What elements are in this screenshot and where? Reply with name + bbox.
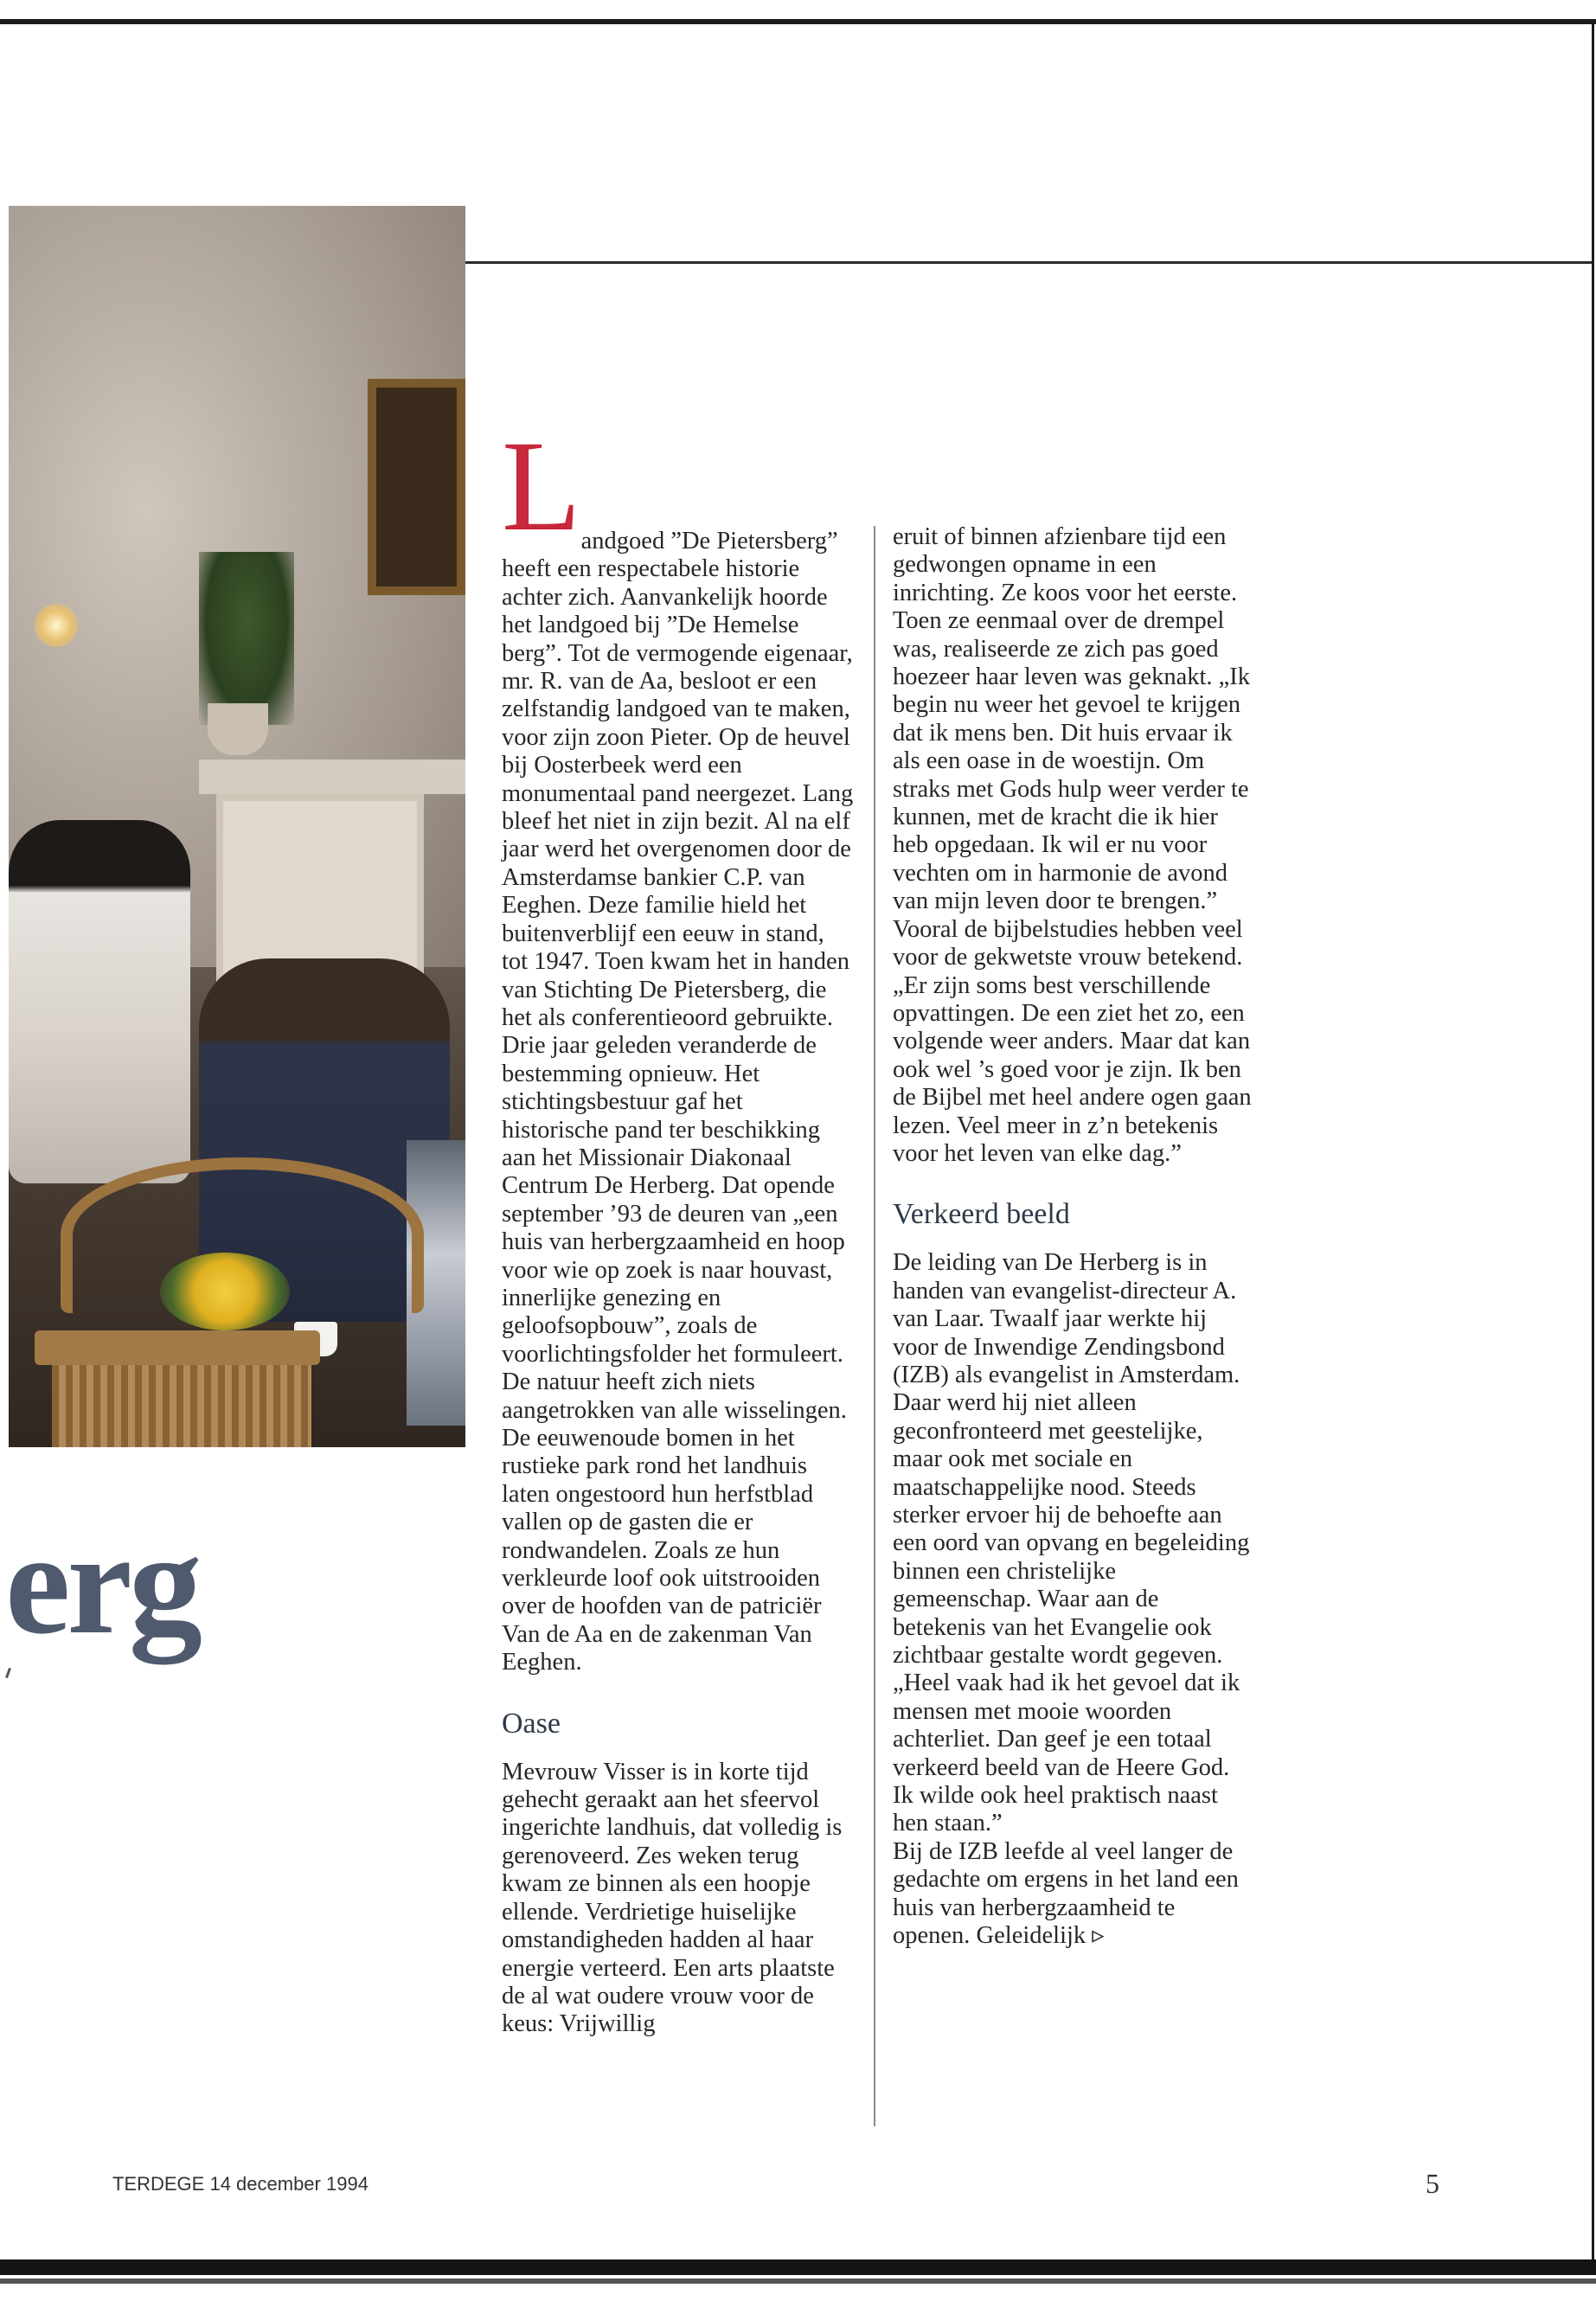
photo-pot <box>208 703 268 755</box>
subheading-oase: Oase <box>502 1707 561 1740</box>
photo-table-base <box>52 1365 311 1447</box>
footer-publication: TERDEGE 14 december 1994 <box>112 2173 369 2195</box>
subheading-verkeerd-beeld: Verkeerd beeld <box>893 1198 1070 1231</box>
article-column-1 <box>502 414 855 2039</box>
right-rule <box>1592 24 1594 2265</box>
paragraph: De leiding van De Herberg is in handen van evangelist-directeur A. van Laar. Twaalf jaar werkte hij voor de Inwendige Zendingsbond (IZB) als evangelist in Amsterdam. Daar werd hij niet alleen geconfronteerd met geestelijke, maar ook met sociale en maatschappelijke nood. Steeds sterker ervoer hij de behoefte aan een oord van opvang en begeleiding binnen een christelijke gemeenschap. Waar aan de betekenis van het Evangelie ook zichtbaar gestalte wordt gegeven. „Heel vaak had ik het gevoel dat ik mensen met mooie woorden achterliet. Dan geef je een totaal verkeerd beeld van de Heere God. Ik wilde ook heel praktisch naast hen staan.” <box>893 1249 1250 1837</box>
paragraph-text: andgoed ”De Pietersberg” heeft een respectabele historie achter zich. Aanvankelijk hoorde het landgoed bij ”De Hemelse berg”. Tot de vermogende eigenaar, mr. R. van de Aa, besloot er een zelfstandig landgoed van te maken, voor zijn zoon Pieter. Op de heuvel bij Oosterbeek werd een monumentaal pand neergezet. Lang bleef het niet in zijn bezit. Al na elf jaar werd het overgenomen door de Amsterdamse bankier C.P. van Eeghen. Deze familie hield het buitenverblijf een eeuw in stand, tot 1947. Toen kwam het in handen van Stichting De Pietersberg, die het als conferentieoord gebruikte. Drie jaar geleden veranderde de bestemming opnieuw. Het stichtingsbestuur gaf het historische pand ter beschikking aan het Missionair Diakonaal Centrum De Herberg. Dat opende september ’93 de deuren van „een huis van herbergzaamheid en hoop voor wie op zoek is naar houvast, innerlijke genezing en geloofsopbouw”, zoals de voorlichtingsfolder het formuleert. <box>502 528 854 1368</box>
headline-mark <box>5 1668 11 1678</box>
page-number: 5 <box>1426 2168 1439 2199</box>
photo-mantel <box>199 760 465 794</box>
headline-fragment: erg <box>5 1502 199 1664</box>
photo-person-left <box>9 820 190 1183</box>
bottom-rule <box>0 2259 1596 2275</box>
paragraph: eruit of binnen afzienbare tijd een gedwongen opname in een inrichting. Ze koos voor het eerste. <box>893 523 1238 606</box>
paragraph: Toen ze eenmaal over de drempel was, realiseerde ze zich pas goed hoezeer haar leven was geknakt. „Ik begin nu weer het gevoel te krijgen dat ik mens ben. Dit huis ervaar ik als een oase in de woestijn. Om straks met Gods hulp weer verder te kunnen, met de kracht die ik hier heb opgedaan. Ik wil er nu voor vechten om in harmonie de avond van mijn leven door te brengen.” <box>893 607 1251 915</box>
photo-lamp <box>35 604 78 647</box>
column-divider <box>874 526 875 2126</box>
bottom-rule-thin <box>0 2279 1596 2284</box>
header-rule <box>465 261 1592 264</box>
paragraph: De natuur heeft zich niets aangetrokken van alle wisselingen. De eeuwenoude bomen in het rustieke park rond het landhuis laten ongestoord hun herfstblad vallen op de gasten die er rondwandelen. Zoals ze hun verkleurde loof ook uitstrooiden over de hoofden van de patriciër Van de Aa en de zakenman Van Eeghen. <box>502 1368 847 1676</box>
top-rule <box>0 19 1596 24</box>
paragraph: Bij de IZB leefde al veel langer de gedachte om ergens in het land een huis van herbergzaamheid te openen. Geleidelijk ▹ <box>893 1837 1239 1950</box>
dropcap: L <box>502 414 581 558</box>
photo-painting <box>368 379 465 595</box>
photo-table <box>35 1330 320 1365</box>
photo-flowers <box>160 1253 290 1330</box>
article-column-2 <box>893 523 1256 1951</box>
paragraph <box>502 414 855 1368</box>
paragraph: Vooral de bijbelstudies hebben veel voor de gekwetste vrouw betekend. „Er zijn soms best verschillende opvattingen. De een ziet het zo, een volgende weer anders. Maar dat kan ook wel ’s goed voor je zijn. Ik ben de Bijbel met heel andere ogen gaan lezen. Veel meer in z’n betekenis voor het leven van elke dag.” <box>893 915 1252 1167</box>
article-photo <box>9 206 465 1447</box>
paragraph: Mevrouw Visser is in korte tijd gehecht geraakt aan het sfeervol ingerichte landhuis, dat volledig is gerenoveerd. Zes weken terug kwam ze binnen als een hoopje ellende. Verdrietige huiselijke omstandigheden hadden al haar energie verteerd. Een arts plaatste de al wat oudere vrouw voor de keus: Vrijwillig <box>502 1758 843 2038</box>
photo-plant <box>199 552 294 725</box>
